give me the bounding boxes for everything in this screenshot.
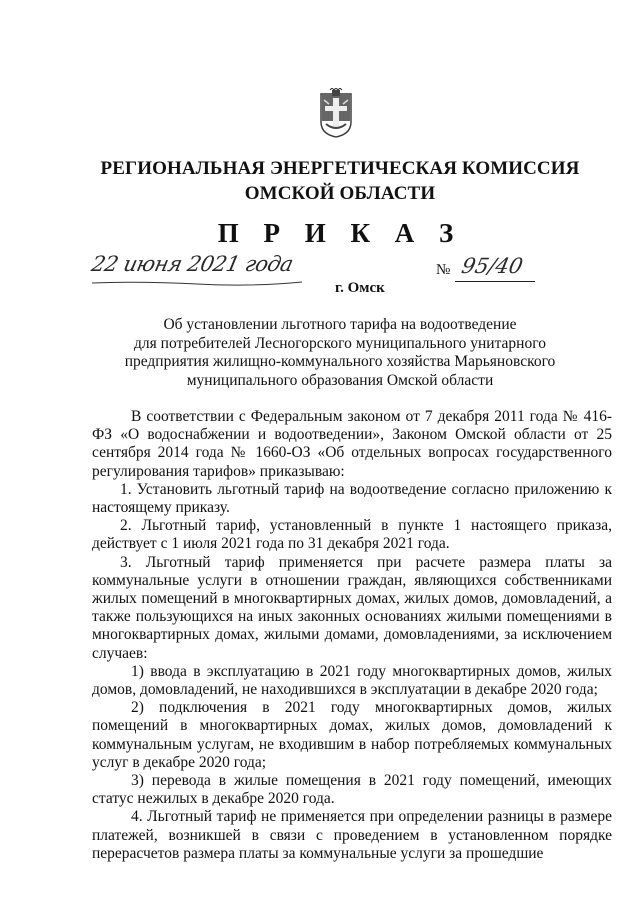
date-underline [92, 280, 302, 286]
clause-4: 4. Льготный тариф не применяется при определении разницы в размере платежей, возникшей в связи с проведением в установленном порядке перерасчетов размера платы за коммунальные услуги за прошедшие [92, 808, 612, 862]
handwritten-date: 22 июня 2021 года [89, 252, 296, 276]
number-underline [455, 281, 535, 282]
city-label: г. Омск [335, 280, 385, 296]
subject-line: для потребителей Лесногорского муниципального унитарного [134, 334, 546, 352]
handwritten-order-number: 95/40 [459, 254, 526, 278]
subject-line: предприятия жилищно-коммунального хозяйства Марьяновского [124, 353, 556, 371]
order-body [92, 408, 612, 863]
clause-1: 1. Установить льготный тариф на водоотведение согласно приложению к настоящему приказу. [92, 480, 612, 517]
clause-3: 3. Льготный тариф применяется при расчете размера платы за коммунальные услуги в отношении граждан, являющихся собственниками жилых помещений в многоквартирных домах, жилых домов, домовладений, а также пользующихся на иных законных основаниях жилыми помещениями в многоквартирных домах, жилыми домами, домовладениями, за исключением случаев: [92, 553, 612, 662]
subclause-2: 2) подключения в 2021 году многоквартирных домов, жилых помещений в многоквартирных домах, жилых домов, домовладений к коммунальным услугам, не входившим в набор потребляемых коммунальных услуг в декабре 2020 года; [92, 699, 612, 771]
document-type-title: П Р И К А З [217, 218, 463, 248]
number-sign: № [436, 262, 451, 278]
subject-line: Об установлении льготного тарифа на водоотведение [163, 316, 517, 333]
subject-line: муниципального образования Омской области [186, 372, 494, 390]
organization-name-line1: РЕГИОНАЛЬНАЯ ЭНЕРГЕТИЧЕСКАЯ КОМИССИЯ [100, 158, 580, 179]
clause-2: 2. Льготный тариф, установленный в пункте 1 настоящего приказа, действует с 1 июля 2021 года по 31 декабря 2021 года. [92, 517, 612, 553]
preamble-paragraph: В соответствии с Федеральным законом от 7 декабря 2011 года № 416-ФЗ «О водоснабжении и водоотведении», Законом Омской области от 25 сентября 2014 года № 1660-ОЗ «Об отдельных вопросах государственного регулирования тарифов» приказываю: [92, 408, 612, 480]
order-subject [70, 316, 610, 391]
subclause-1: 1) ввода в эксплуатацию в 2021 году многоквартирных домов, жилых домов, домовладений, не находившихся в эксплуатации в декабре 2020 года; [92, 662, 612, 699]
subclause-3: 3) перевода в жилые помещения в 2021 году помещений, имеющих статус нежилых в декабре 2020 года. [92, 772, 612, 808]
organization-name-line2: ОМСКОЙ ОБЛАСТИ [244, 183, 436, 204]
coat-of-arms-emblem [319, 88, 353, 138]
